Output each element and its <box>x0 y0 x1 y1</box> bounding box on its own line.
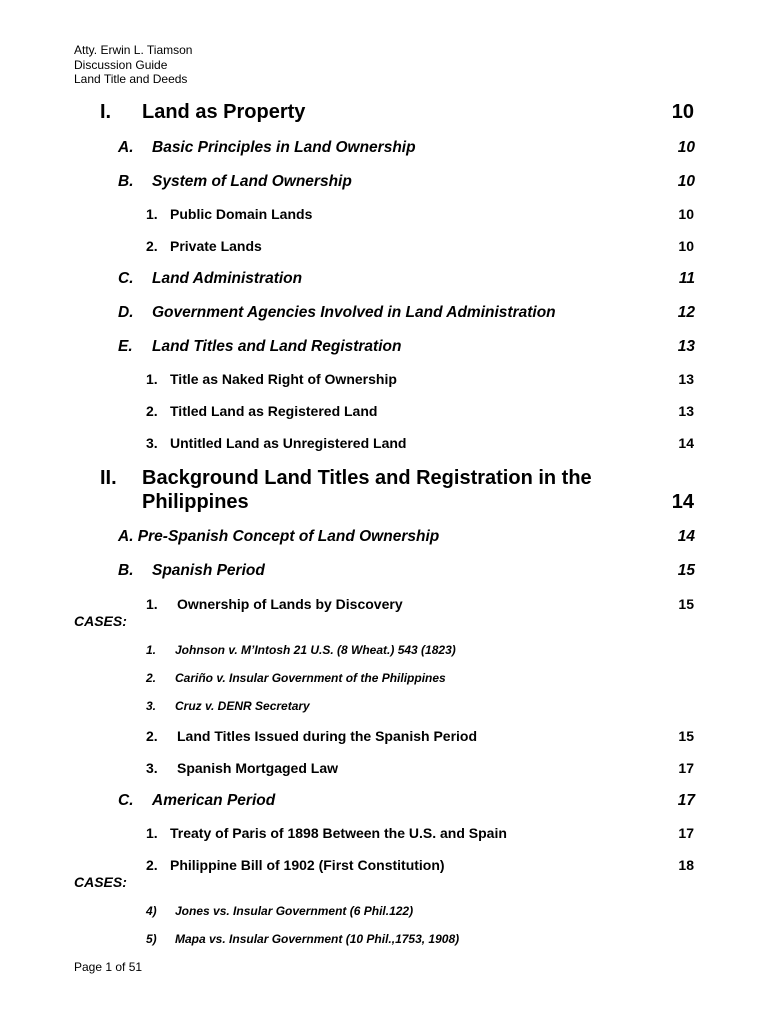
toc-num: 2. <box>146 728 158 744</box>
toc-num: B. <box>118 173 134 190</box>
toc-title: Background Land Titles and Registration in the <box>142 467 592 489</box>
toc-page: 10 <box>671 101 694 123</box>
case-title: Jones vs. Insular Government (6 Phil.122) <box>175 904 414 918</box>
toc-page: 15 <box>678 728 694 744</box>
cases-label: CASES: <box>74 613 127 629</box>
toc-num: 1. <box>146 371 158 387</box>
case-title: Cruz v. DENR Secretary <box>175 699 310 713</box>
toc-title: Basic Principles in Land Ownership <box>152 139 416 156</box>
toc-title: Land Administration <box>152 270 303 287</box>
header-author: Atty. Erwin L. Tiamson <box>74 43 193 57</box>
toc-page: 17 <box>677 792 695 809</box>
toc-title: Spanish Period <box>152 562 265 579</box>
toc-page: 13 <box>678 403 694 419</box>
page-number: Page 1 of 51 <box>74 960 143 974</box>
toc-num: C. <box>118 792 134 809</box>
toc-page: 18 <box>678 857 694 873</box>
toc-title: Public Domain Lands <box>170 206 313 222</box>
toc-num: 1. <box>146 825 158 841</box>
header-subject: Land Title and Deeds <box>74 72 188 86</box>
toc-title: Treaty of Paris of 1898 Between the U.S. and Spain <box>170 825 507 841</box>
toc-num: II. <box>100 467 117 489</box>
header-doc-type: Discussion Guide <box>74 58 168 72</box>
case-num: 1. <box>146 643 157 657</box>
toc-page: 10 <box>678 206 694 222</box>
case-num: 3. <box>146 699 157 713</box>
toc-num: A. <box>118 139 134 156</box>
toc-title: Land as Property <box>142 101 306 123</box>
toc-title: A. Pre-Spanish Concept of Land Ownership <box>118 528 440 545</box>
toc-page: 12 <box>677 304 695 321</box>
toc-page: 14 <box>678 435 694 451</box>
toc-page: 14 <box>677 528 695 545</box>
toc-title: American Period <box>152 792 276 809</box>
toc-page: 14 <box>671 491 694 513</box>
toc-title: Titled Land as Registered Land <box>170 403 378 419</box>
case-title: Cariño v. Insular Government of the Philippines <box>175 671 446 685</box>
toc-num: B. <box>118 562 134 579</box>
cases-label: CASES: <box>74 874 127 890</box>
case-num: 4) <box>146 904 157 918</box>
toc-page: 17 <box>678 825 694 841</box>
toc-num: I. <box>100 101 112 123</box>
toc-num: 2. <box>146 238 158 254</box>
case-title: Johnson v. M’Intosh 21 U.S. (8 Wheat.) 543 (1823) <box>175 643 456 657</box>
toc-title: Private Lands <box>170 238 262 254</box>
toc-title: Title as Naked Right of Ownership <box>170 371 397 387</box>
toc-title: Land Titles and Land Registration <box>152 338 402 355</box>
toc-title-continued: Philippines <box>142 491 249 513</box>
toc-num: 1. <box>146 596 158 612</box>
toc-page: 15 <box>678 596 694 612</box>
toc-num: E. <box>118 338 133 355</box>
toc-page: 13 <box>677 338 695 355</box>
toc-page: 13 <box>678 371 694 387</box>
toc-title: Spanish Mortgaged Law <box>177 760 339 776</box>
toc-title: System of Land Ownership <box>152 173 352 190</box>
toc-title: Untitled Land as Unregistered Land <box>170 435 407 451</box>
toc-page: 17 <box>678 760 694 776</box>
toc-num: C. <box>118 270 134 287</box>
toc-title: Philippine Bill of 1902 (First Constitution) <box>170 857 445 873</box>
toc-title: Ownership of Lands by Discovery <box>177 596 403 612</box>
toc-title: Land Titles Issued during the Spanish Period <box>177 728 478 744</box>
toc-page: 15 <box>677 562 695 579</box>
toc-page: 10 <box>678 238 694 254</box>
toc-num: D. <box>118 304 134 321</box>
toc-num: 2. <box>146 403 158 419</box>
toc-num: 3. <box>146 760 158 776</box>
toc-page: 10 <box>677 139 695 156</box>
toc-num: 1. <box>146 206 158 222</box>
toc-title: Government Agencies Involved in Land Administration <box>152 304 556 321</box>
toc-num: 3. <box>146 435 158 451</box>
toc-page: 11 <box>678 270 695 287</box>
case-num: 2. <box>146 671 157 685</box>
toc-num: 2. <box>146 857 158 873</box>
case-title: Mapa vs. Insular Government (10 Phil.,1753, 1908) <box>175 932 460 946</box>
toc-page: 10 <box>677 173 695 190</box>
case-num: 5) <box>146 932 157 946</box>
